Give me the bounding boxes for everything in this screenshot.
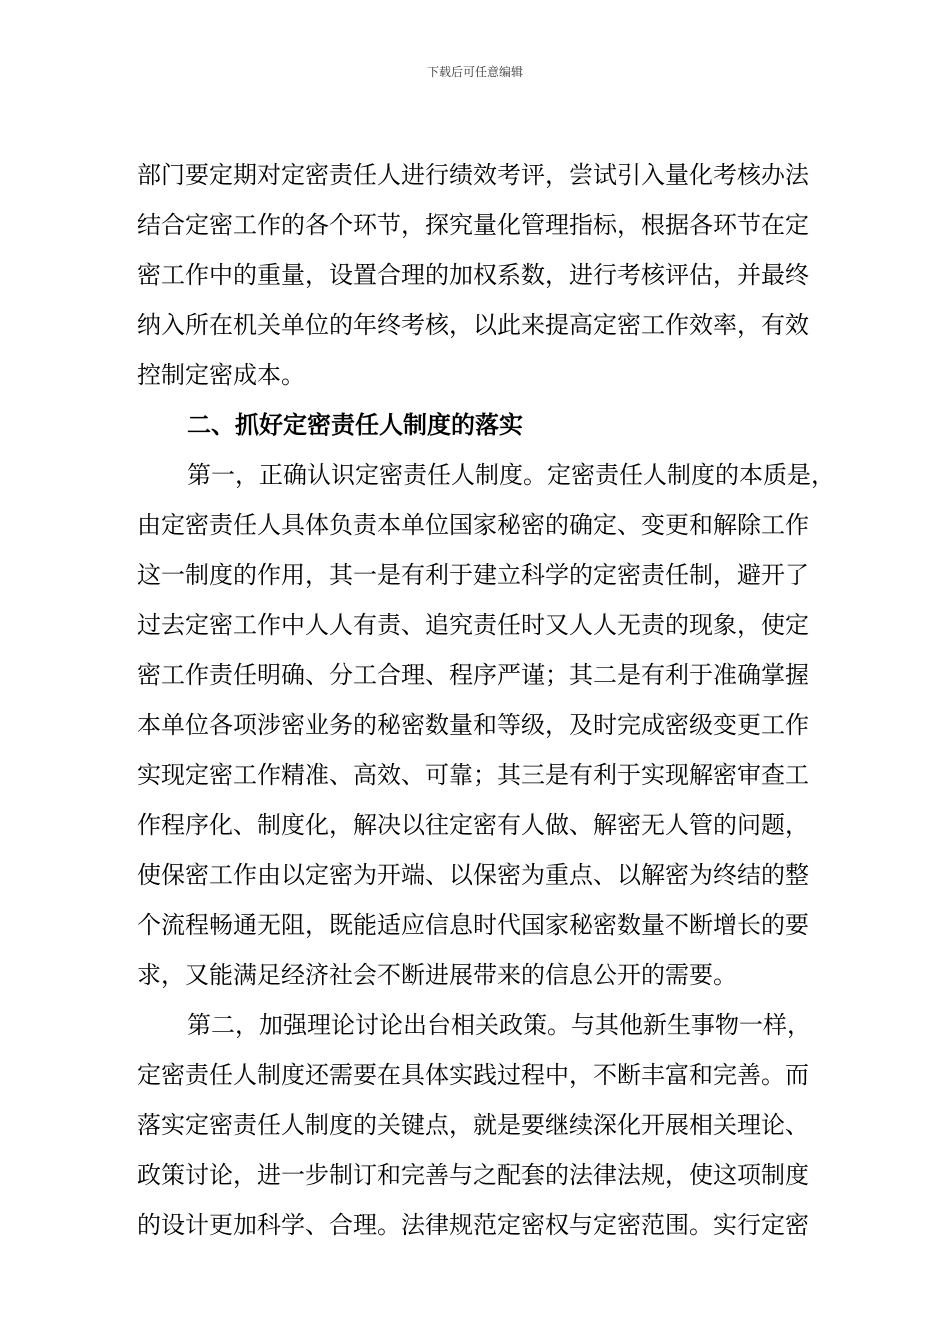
paragraph-line: 控制定密成本。 [137, 361, 305, 389]
document-body [137, 150, 859, 1250]
paragraph-line: 使保密工作由以定密为开端、以保密为重点、以解密为终结的整 [137, 861, 809, 889]
paragraph-line: 部门要定期对定密责任人进行绩效考评，尝试引入量化考核办法 [137, 161, 809, 189]
paragraph-line: 本单位各项涉密业务的秘密数量和等级，及时完成密级变更工作 [137, 711, 809, 739]
paragraph-line: 的设计更加科学、合理。法律规范定密权与定密范围。实行定密 [137, 1211, 809, 1239]
paragraph-line: 实现定密工作精准、高效、可靠；其三是有利于实现解密审查工 [137, 761, 809, 789]
paragraph-line: 落实定密责任人制度的关键点，就是要继续深化开展相关理论、 [137, 1111, 809, 1139]
paragraph-line: 密工作责任明确、分工合理、程序严谨；其二是有利于准确掌握 [137, 661, 809, 689]
paragraph-line: 第一，正确认识定密责任人制度。定密责任人制度的本质是， [187, 461, 835, 489]
paragraph-line: 求，又能满足经济社会不断进展带来的信息公开的需要。 [137, 961, 737, 989]
paragraph-line: 由定密责任人具体负责本单位国家秘密的确定、变更和解除工作 [137, 511, 809, 539]
paragraph-line: 政策讨论，进一步制订和完善与之配套的法律法规，使这项制度 [137, 1161, 809, 1189]
paragraph-line: 过去定密工作中人人有责、追究责任时又人人无责的现象，使定 [137, 611, 809, 639]
paragraph-line: 定密责任人制度还需要在具体实践过程中，不断丰富和完善。而 [137, 1061, 809, 1089]
section-heading: 二、抓好定密责任人制度的落实 [187, 411, 523, 439]
paragraph-line: 第二，加强理论讨论出台相关政策。与其他新生事物一样， [187, 1011, 811, 1039]
paragraph-line: 这一制度的作用，其一是有利于建立科学的定密责任制，避开了 [137, 561, 809, 589]
paragraph-line: 个流程畅通无阻，既能适应信息时代国家秘密数量不断增长的要 [137, 911, 809, 939]
paragraph-line: 密工作中的重量，设置合理的加权系数，进行考核评估，并最终 [137, 261, 809, 289]
paragraph-line: 纳入所在机关单位的年终考核，以此来提高定密工作效率，有效 [137, 311, 809, 339]
page-header: 下载后可任意编辑 [426, 65, 523, 79]
paragraph-line: 作程序化、制度化，解决以往定密有人做、解密无人管的问题， [137, 811, 809, 839]
paragraph-line: 结合定密工作的各个环节，探究量化管理指标，根据各环节在定 [137, 211, 809, 239]
